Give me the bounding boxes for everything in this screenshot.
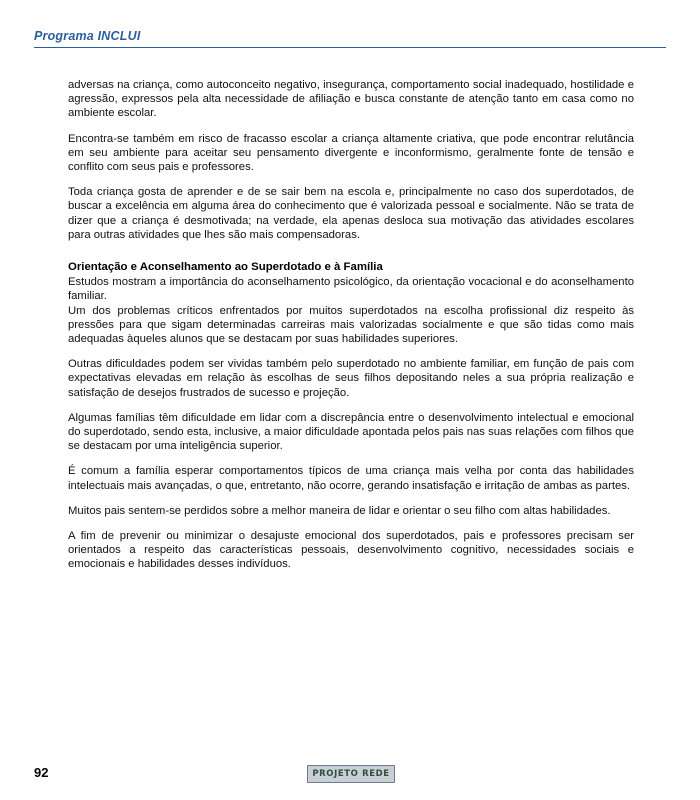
paragraph: Muitos pais sentem-se perdidos sobre a melhor maneira de lidar e orientar o seu filho com altas habilidades.	[68, 504, 611, 517]
paragraph: adversas na criança, como autoconceito negativo, insegurança, comportamento social inadequado, hostilidade e agressão, expressos pela alta necessidade de afiliação e busca constante de atenção tanto em casa como no ambiente escolar.	[68, 79, 634, 120]
paragraph: Um dos problemas críticos enfrentados por muitos superdotados na escolha profissional diz respeito às pressões para que sigam determinadas carreiras mais valorizadas socialmente e que são tidas como mais adequadas àqueles alunos que se destacam por suas habilidades superiores.	[68, 304, 634, 346]
running-header-title: Programa INCLUI	[34, 29, 141, 43]
paragraph: Estudos mostram a importância do aconselhamento psicológico, da orientação vocacional e do aconselhamento familiar.	[68, 276, 634, 303]
paragraph: A fim de prevenir ou minimizar o desajuste emocional dos superdotados, pais e professores precisam ser orientados a respeito das características pessoais, desenvolvimento cognitivo, necessidades sociais e emocionais e habilidades desses indivíduos.	[68, 530, 634, 571]
header-divider	[34, 47, 666, 48]
paragraph: Toda criança gosta de aprender e de se sair bem na escola e, principalmente no caso dos superdotados, de buscar a excelência em alguma área do conhecimento que é valorizada pessoal e socialmente. Não se trata de dizer que a criança é desmotivada; na verdade, ela apenas desloca sua motivação das atividades escolares para outras atividades que lhes são mais compensadoras.	[68, 186, 634, 241]
page-content	[68, 78, 634, 583]
page-number: 92	[34, 765, 49, 780]
paragraph: Encontra-se também em risco de fracasso escolar a criança altamente criativa, que pode encontrar relutância em seu ambiente para aceitar seu pensamento divergente e inconformismo, geralmente fonte de tensão e conflito com seus pais e professores.	[68, 132, 634, 174]
paragraph: Outras dificuldades podem ser vividas também pelo superdotado no ambiente familiar, em função de pais com expectativas elevadas em relação às escolhas de seus filhos depositando neles a sua própria realização e satisfação de desejos frustrados de sucesso e projeção.	[68, 358, 634, 399]
projeto-rede-logo	[307, 765, 395, 783]
paragraph: Algumas famílias têm dificuldade em lidar com a discrepância entre o desenvolvimento intelectual e emocional do superdotado, sendo esta, inclusive, a maior dificuldade apontada pelos pais nas suas relações com filhos que se destacam por uma inteligência superior.	[68, 411, 634, 453]
paragraph: É comum a família esperar comportamentos típicos de uma criança mais velha por conta das habilidades intelectuais mais avançadas, o que, entretanto, não ocorre, gerando insatisfação e irritação de ambas as partes.	[68, 465, 634, 492]
section-heading: Orientação e Aconselhamento ao Superdotado e à Família	[68, 261, 383, 274]
projeto-rede-logo-text: PROJETO REDE	[312, 769, 390, 779]
